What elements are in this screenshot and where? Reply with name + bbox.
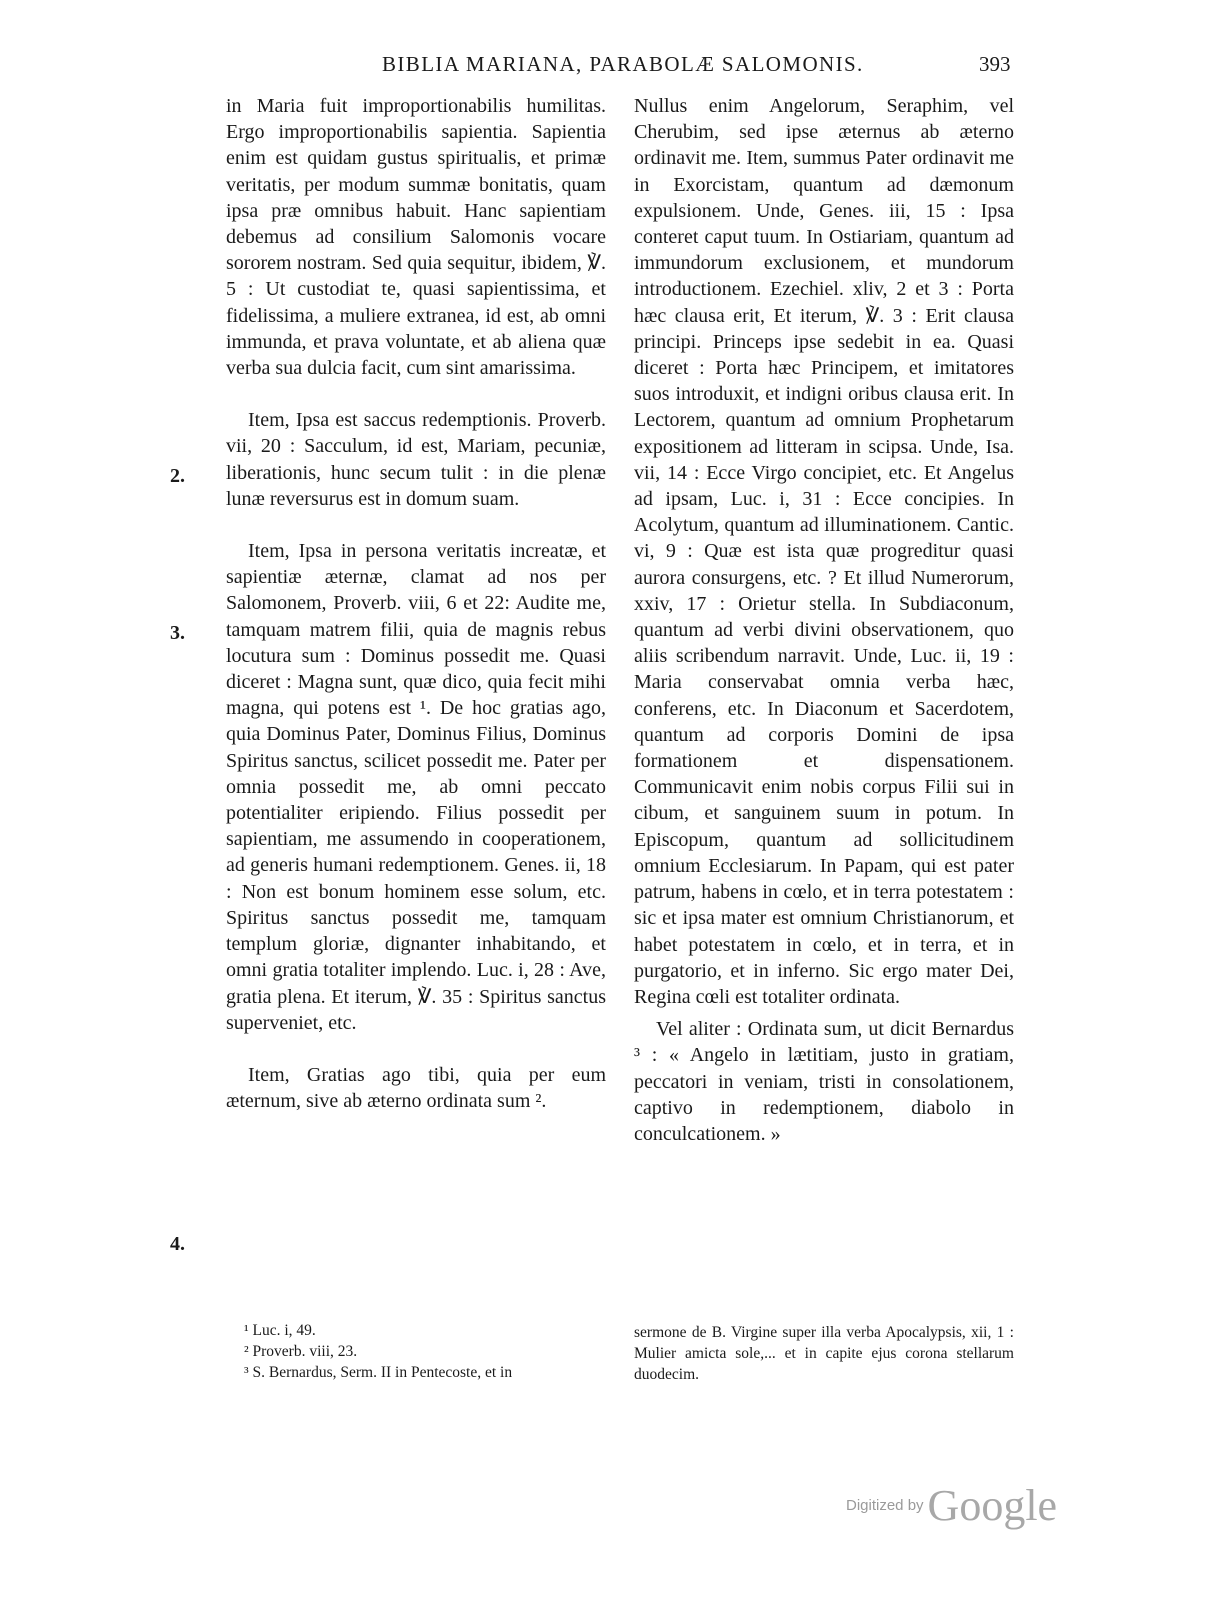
- page-number: 393: [979, 52, 1011, 76]
- margin-number-2: 2.: [170, 465, 185, 487]
- footnotes-left: [244, 1320, 614, 1383]
- paragraph-1: in Maria fuit improportionabilis humilitas. Ergo improportionabilis sapientia. Sapientia enim est quidam gustus spiritualis, et primæ veritatis, per modum summæ bonitatis, quam ipsa præ omnibus habuit. Hanc sapientiam debemus ad consilium Salomonis vocare sororem nostram. Sed quia sequitur, ibidem, ℣. 5 : Ut custodiat te, quasi sapientissima, et fidelissima, a muliere extranea, id est, ab omni immunda, et prava voluntate, et ab aliena quæ verba sua dulcia facit, cum sint amarissima.: [226, 95, 606, 380]
- right-column: [634, 93, 1014, 1147]
- margin-number-3: 3.: [170, 622, 185, 644]
- google-logo: Google: [927, 1481, 1058, 1530]
- paragraph-right-2: Vel aliter : Ordinata sum, ut dicit Bernardus ³ : « Angelo in lætitiam, justo in gratiam, peccatori in veniam, tristi in consolationem, captivo in redemptionem, diabolo in conculcationem. »: [634, 1018, 1014, 1145]
- paragraph-3: Item, Ipsa in persona veritatis increatæ, et sapientiæ æternæ, clamat ad nos per Salomonem, Proverb. viii, 6 et 22: Audite me, tamquam matrem filii, quia de magnis rebus locutura sum : Dominus possedit me. Quasi diceret : Magna sunt, quæ dico, quia fecit mihi magna, qui potens est ¹. De hoc gratias ago, quia Dominus Pater, Dominus Filius, Dominus Spiritus sanctus, scilicet possedit me. Pater per omnia possedit me, ab omni peccato potentialiter eripiendo. Filius possedit per sapientiam, me assumendo in cooperationem, ad generis humani redemptionem. Genes. ii, 18 : Non est bonum hominem esse solum, etc. Spiritus sanctus possedit me, tamquam templum gloriæ, dignanter inhabitando, et omni gratia totaliter implendo. Luc. i, 28 : Ave, gratia plena. Et iterum, ℣. 35 : Spiritus sanctus superveniet, etc.: [226, 540, 606, 1034]
- digitized-watermark: [846, 1480, 1057, 1531]
- footnote-continuation: sermone de B. Virgine super illa verba Apocalypsis, xii, 1 : Mulier amicta sole,... et in capite ejus corona stellarum duodecim.: [634, 1324, 1014, 1383]
- paragraph-2: Item, Ipsa est saccus redemptionis. Proverb. vii, 20 : Sacculum, id est, Mariam, pecuniæ, liberationis, hunc secum tulit : in die plenæ lunæ reversurus est in domum suam.: [226, 409, 606, 510]
- paragraph-right-1: Nullus enim Angelorum, Seraphim, vel Cherubim, sed ipse æternus ab æterno ordinavit me. Item, summus Pater ordinavit me in Exorcistam, quantum ad dæmonum expulsionem. Unde, Genes. iii, 15 : Ipsa conteret caput tuum. In Ostiariam, quantum ad immundorum exclusionem, et mundorum introductionem. Ezechiel. xliv, 2 et 3 : Porta hæc clausa erit, Et iterum, ℣. 3 : Erit clausa principi. Princeps ipse sedebit in ea. Quasi diceret : Porta hæc Principem, et imitatores suos introduxit, et indigni oribus clausa erit. In Lectorem, quantum ad omnium Prophetarum expositionem ad litteram in scipsa. Unde, Isa. vii, 14 : Ecce Virgo concipiet, etc. Et Angelus ad ipsam, Luc. i, 31 : Ecce concipies. In Acolytum, quantum ad illuminationem. Cantic. vi, 9 : Quæ est ista quæ progreditur quasi aurora consurgens, etc. ? Et illud Numerorum, xxiv, 17 : Orietur stella. In Subdiaconum, quantum ad verbi divini observationem, quo aliis scribendum narravit. Unde, Luc. ii, 19 : Maria conservabat omnia verba hæc, conferens, etc. In Diaconum et Sacerdotem, quantum ad corporis Domini de ipsa formationem et dispensationem. Communicavit enim nobis corpus Filii sui in cibum, et sanguinem suum in potum. In Episcopum, quantum ad sollicitudinem omnium Ecclesiarum. In Papam, qui est pater patrum, habens in cœlo, et in terra potestatem : sic et ipsa mater est omnium Christianorum, et habet potestatem in cœlo, et in terra, et in purgatorio, et in inferno. Sic ergo mater Dei, Regina cœli est totaliter ordinata.: [634, 95, 1014, 1008]
- watermark-prefix: Digitized by: [846, 1497, 924, 1514]
- margin-number-4: 4.: [170, 1233, 185, 1255]
- running-title: BIBLIA MARIANA, PARABOLÆ SALOMONIS.: [382, 52, 864, 76]
- left-column: [226, 93, 606, 1114]
- footnote-3: ³ S. Bernardus, Serm. II in Pentecoste, et in: [244, 1364, 513, 1381]
- footnote-2: ² Proverb. viii, 23.: [244, 1343, 358, 1360]
- paragraph-4: Item, Gratias ago tibi, quia per eum æternum, sive ab æterno ordinata sum ².: [226, 1063, 606, 1113]
- footnote-1: ¹ Luc. i, 49.: [244, 1322, 316, 1339]
